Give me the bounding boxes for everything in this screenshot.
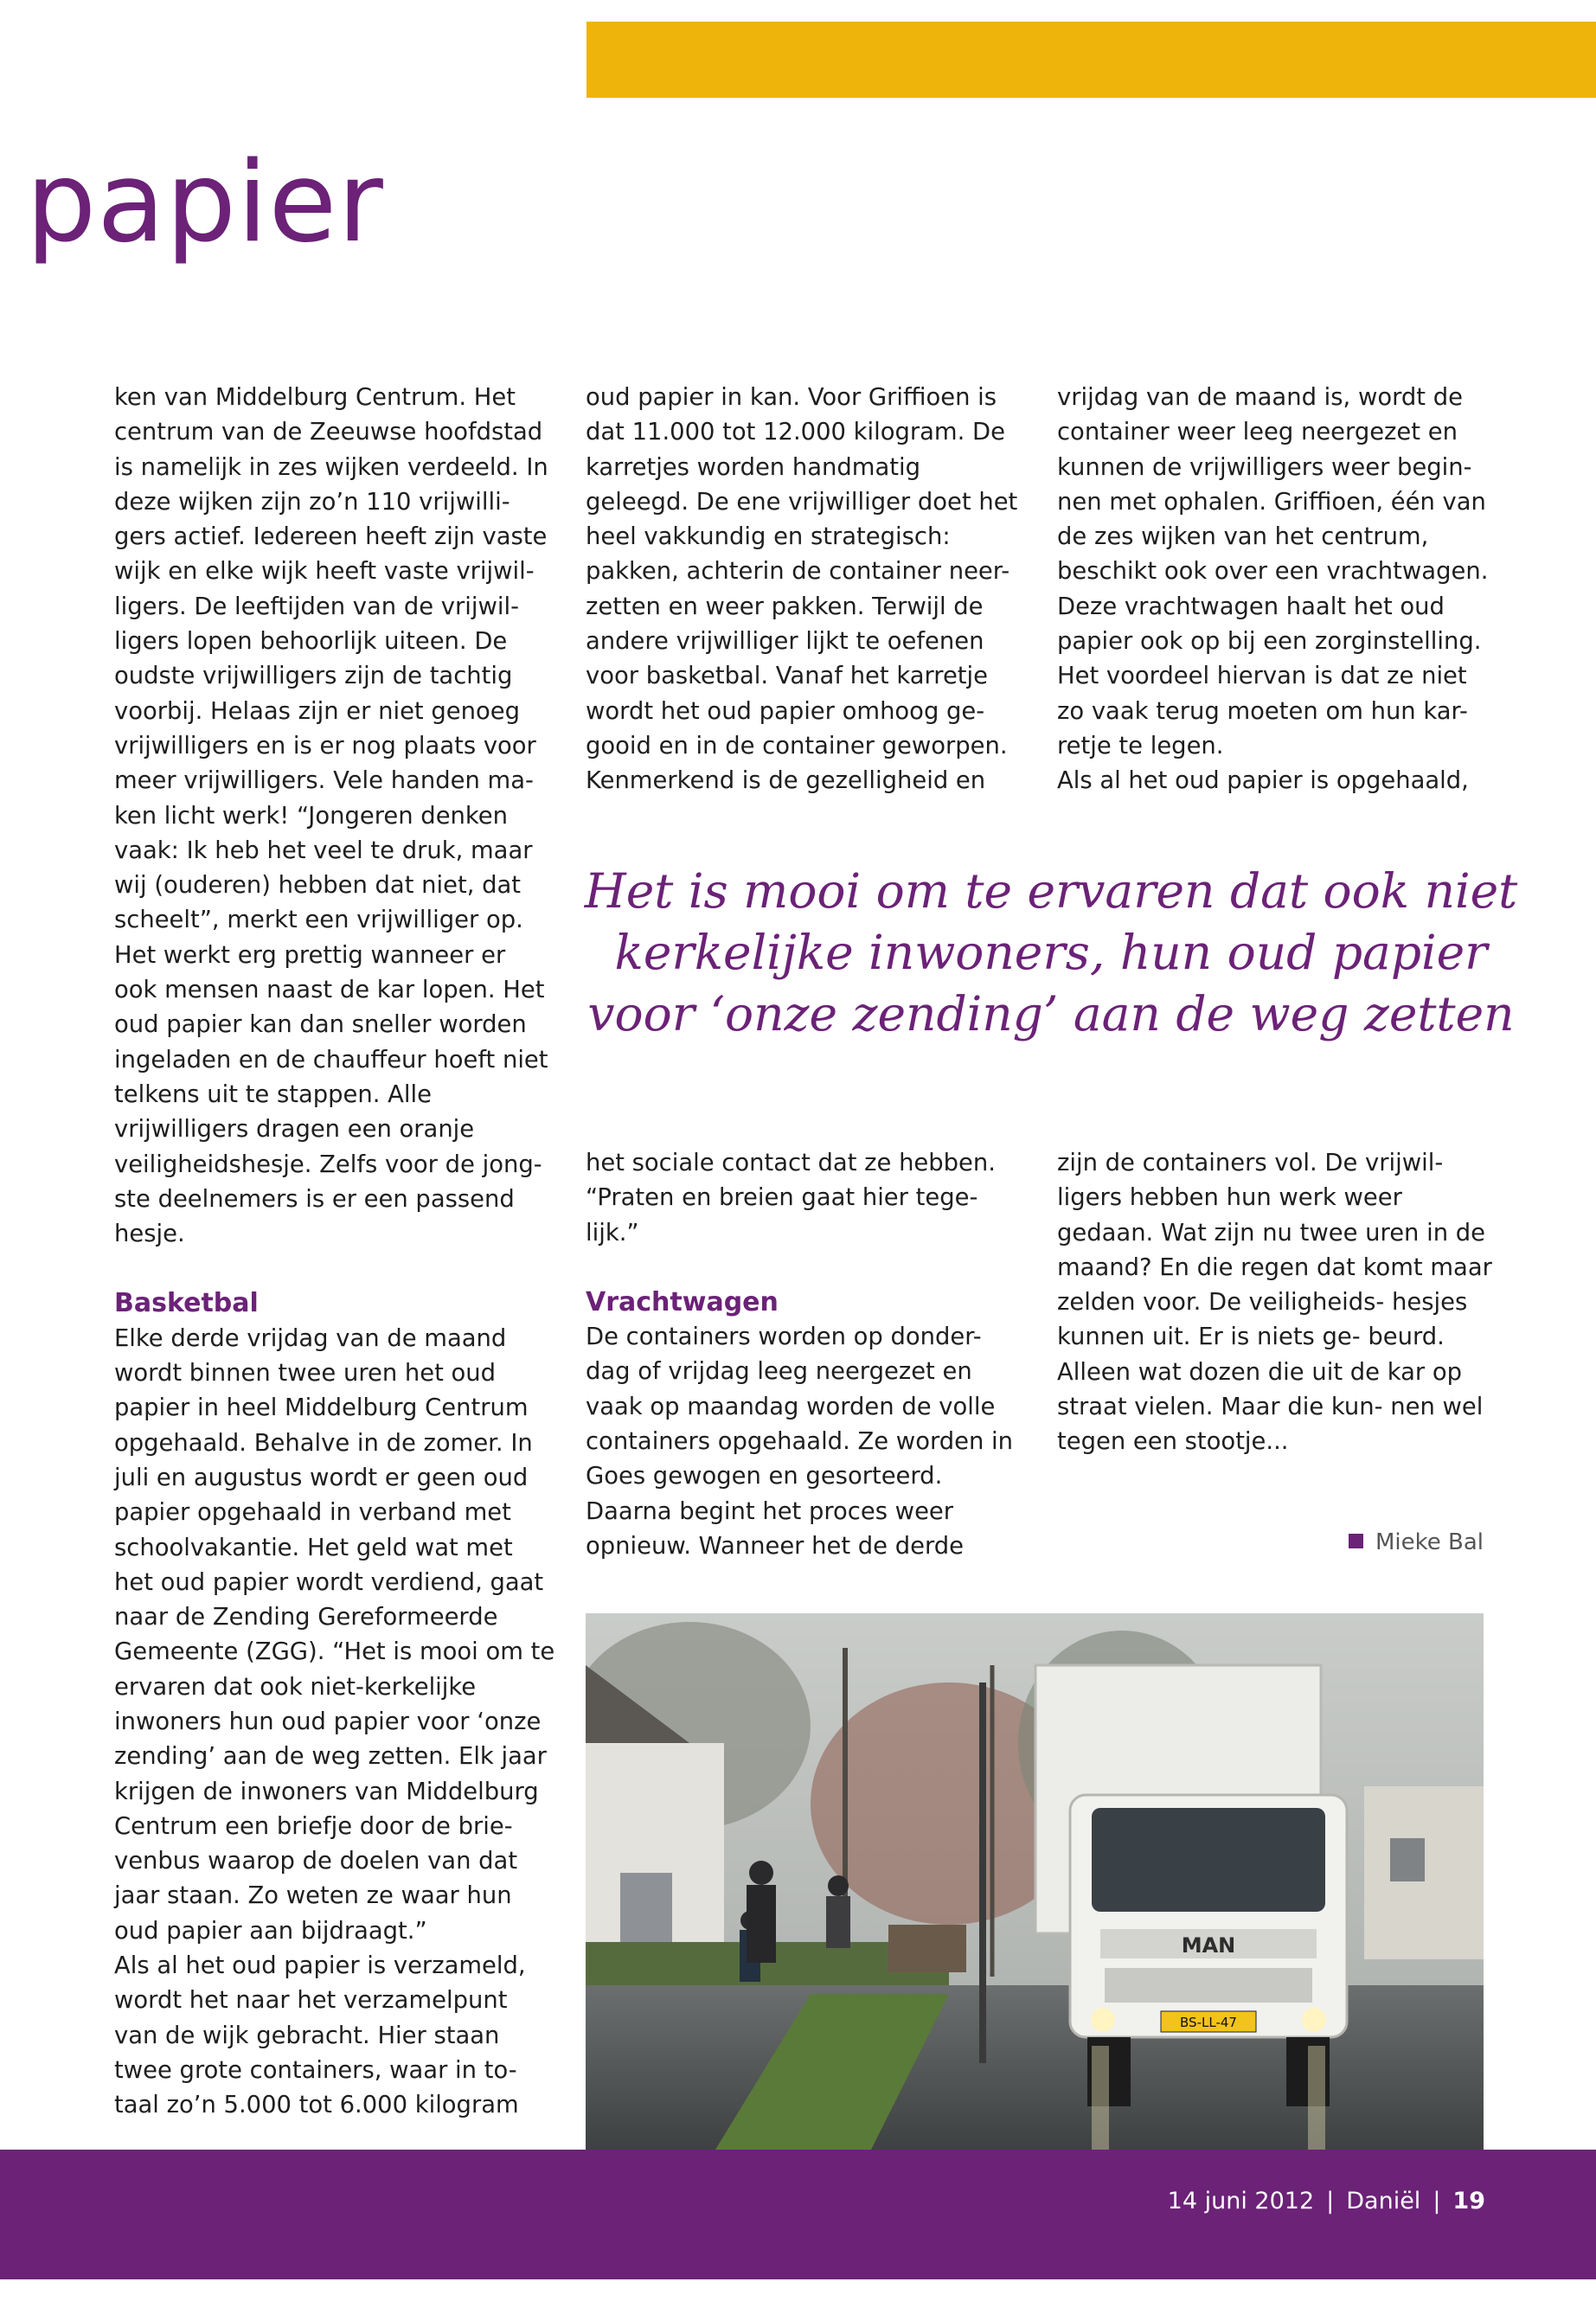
body-paragraph: het sociale contact dat ze hebben. “Praten en breien gaat hier tege- lijk.” <box>586 1150 996 1247</box>
article-column-3-top <box>1057 381 1498 799</box>
footer-publication: Daniël <box>1346 2188 1421 2214</box>
subheading-vrachtwagen: Vrachtwagen <box>586 1286 779 1317</box>
author-byline <box>1038 1529 1484 1555</box>
license-plate: BS-LL-47 <box>1180 2015 1237 2030</box>
body-paragraph: vrijdag van de maand is, wordt de container weer leeg neergezet en kunnen de vrijwilligers weer begin- nen met ophalen. Griffioen, één van de zes wijken van het centrum, beschikt ook over een vrachtwagen. Deze vrachtwagen haalt het oud papier ook op bij een zorginstelling. Het voordeel hiervan is dat ze niet zo vaak terug moeten om hun kar- retje te legen. <box>1057 384 1489 760</box>
subheading-basketbal: Basketbal <box>114 1288 259 1319</box>
body-paragraph: Als al het oud papier is opgehaald, <box>1057 767 1469 795</box>
body-paragraph: oud papier in kan. Voor Griffioen is dat 11.000 tot 12.000 kilogram. De karretjes worden handmatig geleegd. De ene vrijwilliger doet het heel vakkundig en strategisch: pakken, achterin de container neer- zetten en weer pakken. Terwijl de andere vrijwilliger lijkt te oefenen voor basketbal. Vanaf het karretje wordt het oud papier omhoog ge- gooid en in de container geworpen. Kenmerkend is de gezelligheid en <box>586 384 1018 795</box>
body-paragraph: ken van Middelburg Centrum. Het centrum van de Zeeuwse hoofdstad is namelijk in zes wijken verdeeld. In deze wijken zijn zo’n 110 vrijwilli- gers actief. Iedereen heeft zijn vaste wijk en elke wijk heeft vaste vrijwil- ligers. De leeftijden van de vrijwil- ligers lopen behoorlijk uiteen. De oudste vrijwilligers zijn de tachtig voorbij. Helaas zijn er niet genoeg vrijwilligers en is er nog plaats voor meer vrijwilligers. Vele handen ma- ken licht werk! “Jongeren denken vaak: Ik heb het veel te druk, maar wij (ouderen) hebben dat niet, dat scheelt”, merkt een vrijwilliger op. Het werkt erg prettig wanneer er ook mensen naast de kar lopen. Het oud papier kan dan sneller worden ingeladen en de chauffeur hoeft niet telkens uit te stappen. Alle vrijwilligers dragen een oranje veiligheidshesje. Zelfs voor de jong- ste deelnemers is er een passend hesje. <box>114 384 548 1248</box>
truck-brand: MAN <box>1181 1933 1236 1958</box>
header-accent-bar <box>586 22 1596 98</box>
article-column-2-top <box>586 381 1027 799</box>
article-photo <box>586 1613 1484 2150</box>
pull-quote-line: Het is mooi om te ervaren dat ook niet <box>584 863 1518 919</box>
body-paragraph: zijn de containers vol. De vrijwil- ligers hebben hun werk weer gedaan. Wat zijn nu twee uren in de maand? En die regen dat komt maar zelden voor. De veiligheids- hesjes kunnen uit. Er is niets ge- beurd. Alleen wat dozen die uit de kar op straat vielen. Maar die kun- nen wel tegen een stootje... <box>1057 1150 1492 1456</box>
footer-bar <box>0 2150 1596 2279</box>
body-paragraph: Elke derde vrijdag van de maand wordt binnen twee uren het oud papier in heel Middelburg Centrum opgehaald. Behalve in de zomer. In juli en augustus wordt er geen oud papier opgehaald in verband met schoolvakantie. Het geld wat met het oud papier wordt verdiend, gaat naar de Zending Gereformeerde Gemeente (ZGG). “Het is mooi om te ervaren dat ook niet-kerkelijke inwoners hun oud papier voor ‘onze zending’ aan de weg zetten. Elk jaar krijgen de inwoners van Middelburg Centrum een briefje door de brie- venbus waarop de doelen van dat jaar staan. Zo weten ze waar hun oud papier aan bijdraagt.” <box>114 1324 555 1945</box>
section-title: papier <box>26 138 384 267</box>
pull-quote-line: voor ‘onze zending’ aan de weg zetten <box>587 986 1515 1042</box>
article-column-1 <box>114 381 555 2124</box>
footer-text: 14 juni 2012 | Daniël | 19 <box>1167 2188 1485 2214</box>
page-number: 19 <box>1452 2188 1485 2214</box>
pull-quote <box>571 861 1531 1045</box>
footer-date: 14 juni 2012 <box>1167 2188 1315 2214</box>
body-paragraph: Als al het oud papier is verzameld, wordt het naar het verzamelpunt van de wijk gebracht. Hier staan twee grote containers, waar in to- taal zo’n 5.000 tot 6.000 kilogram <box>114 1952 526 2119</box>
article-column-2-bottom <box>586 1146 1027 1564</box>
article-column-3-bottom <box>1057 1146 1498 1460</box>
byline-square-icon <box>1349 1534 1363 1548</box>
body-paragraph: De containers worden op donder- dag of vrijdag leeg neergezet en vaak op maandag worden de volle containers opgehaald. Ze worden in Goes gewogen en gesorteerd. Daarna begint het proces weer opnieuw. Wanneer het de derde <box>586 1324 1014 1560</box>
author-name: Mieke Bal <box>1375 1529 1484 1555</box>
pull-quote-line: kerkelijke inwoners, hun oud papier <box>614 925 1488 980</box>
